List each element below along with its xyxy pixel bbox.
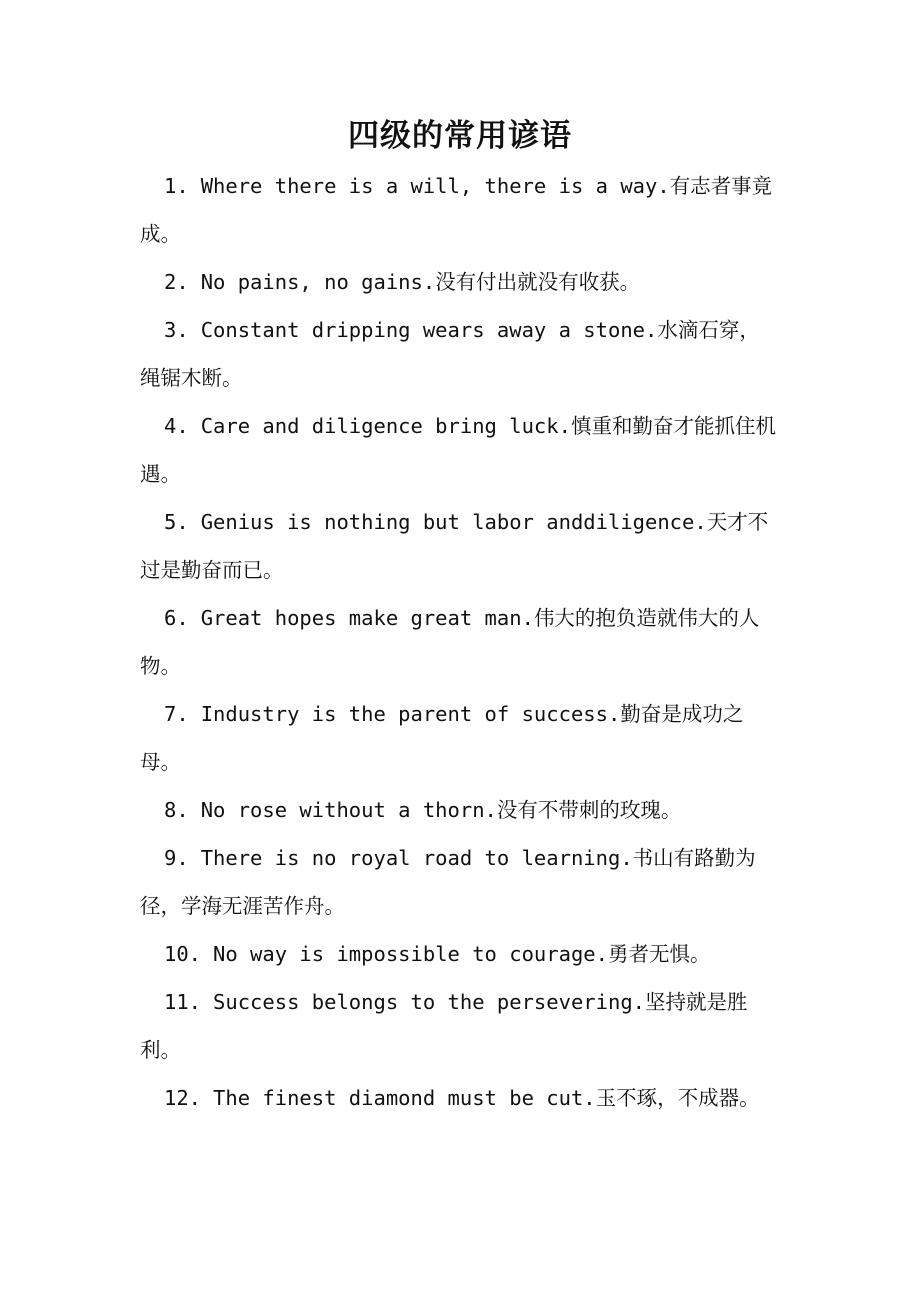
proverb-chinese: 玉不琢，不成器。: [595, 1086, 760, 1110]
proverb-chinese: 水滴石穿，绳锯木断。: [140, 318, 760, 390]
proverb-chinese: 慎重和勤奋才能抓住机遇。: [140, 414, 776, 486]
proverb-item: [140, 594, 780, 690]
proverb-item: [140, 690, 780, 786]
proverb-number: 11.: [164, 990, 202, 1014]
proverb-english: No rose without a thorn.: [200, 798, 497, 822]
proverb-number: 7.: [164, 702, 189, 726]
proverb-english: No way is impossible to courage.: [213, 942, 608, 966]
proverb-english: There is no royal road to learning.: [200, 846, 633, 870]
proverb-chinese: 勇者无惧。: [607, 942, 711, 966]
proverb-chinese: 伟大的抱负造就伟大的人物。: [140, 606, 760, 678]
proverb-english: Great hopes make great man.: [200, 606, 534, 630]
proverb-chinese: 书山有路勤为径，学海无涯苦作舟。: [140, 846, 756, 918]
proverb-english: Success belongs to the persevering.: [213, 990, 646, 1014]
document-title: 四级的常用谚语: [348, 118, 572, 154]
proverb-list: [140, 162, 780, 1122]
proverb-item: [140, 930, 780, 978]
proverb-number: 9.: [164, 846, 189, 870]
proverb-number: 6.: [164, 606, 189, 630]
proverb-item: [140, 1074, 780, 1122]
proverb-item: [140, 162, 780, 258]
proverb-number: 5.: [164, 510, 189, 534]
proverb-number: 4.: [164, 414, 189, 438]
proverb-english: Industry is the parent of success.: [200, 702, 621, 726]
proverb-chinese: 没有不带刺的玫瑰。: [496, 798, 682, 822]
proverb-item: [140, 834, 780, 930]
proverb-english: Constant dripping wears away a stone.: [200, 318, 658, 342]
proverb-number: 8.: [164, 798, 189, 822]
proverb-item: [140, 786, 780, 834]
proverb-english: Genius is nothing but labor anddiligence.: [200, 510, 707, 534]
proverb-chinese: 勤奋是成功之母。: [140, 702, 744, 774]
proverb-english: Care and diligence bring luck.: [200, 414, 571, 438]
proverb-english: No pains, no gains.: [200, 270, 436, 294]
proverb-chinese: 有志者事竟成。: [140, 174, 773, 246]
proverb-chinese: 没有付出就没有收获。: [435, 270, 641, 294]
proverb-item: [140, 306, 780, 402]
proverb-item: [140, 978, 780, 1074]
proverb-number: 12.: [164, 1086, 202, 1110]
proverb-item: [140, 498, 780, 594]
proverb-english: Where there is a will, there is a way.: [200, 174, 670, 198]
proverb-number: 3.: [164, 318, 189, 342]
proverb-item: [140, 402, 780, 498]
proverb-item: [140, 258, 780, 306]
proverb-number: 2.: [164, 270, 189, 294]
proverb-number: 10.: [164, 942, 202, 966]
proverb-chinese: 坚持就是胜利。: [140, 990, 748, 1062]
proverb-chinese: 天才不过是勤奋而已。: [140, 510, 769, 582]
proverb-number: 1.: [164, 174, 189, 198]
proverb-english: The finest diamond must be cut.: [213, 1086, 596, 1110]
